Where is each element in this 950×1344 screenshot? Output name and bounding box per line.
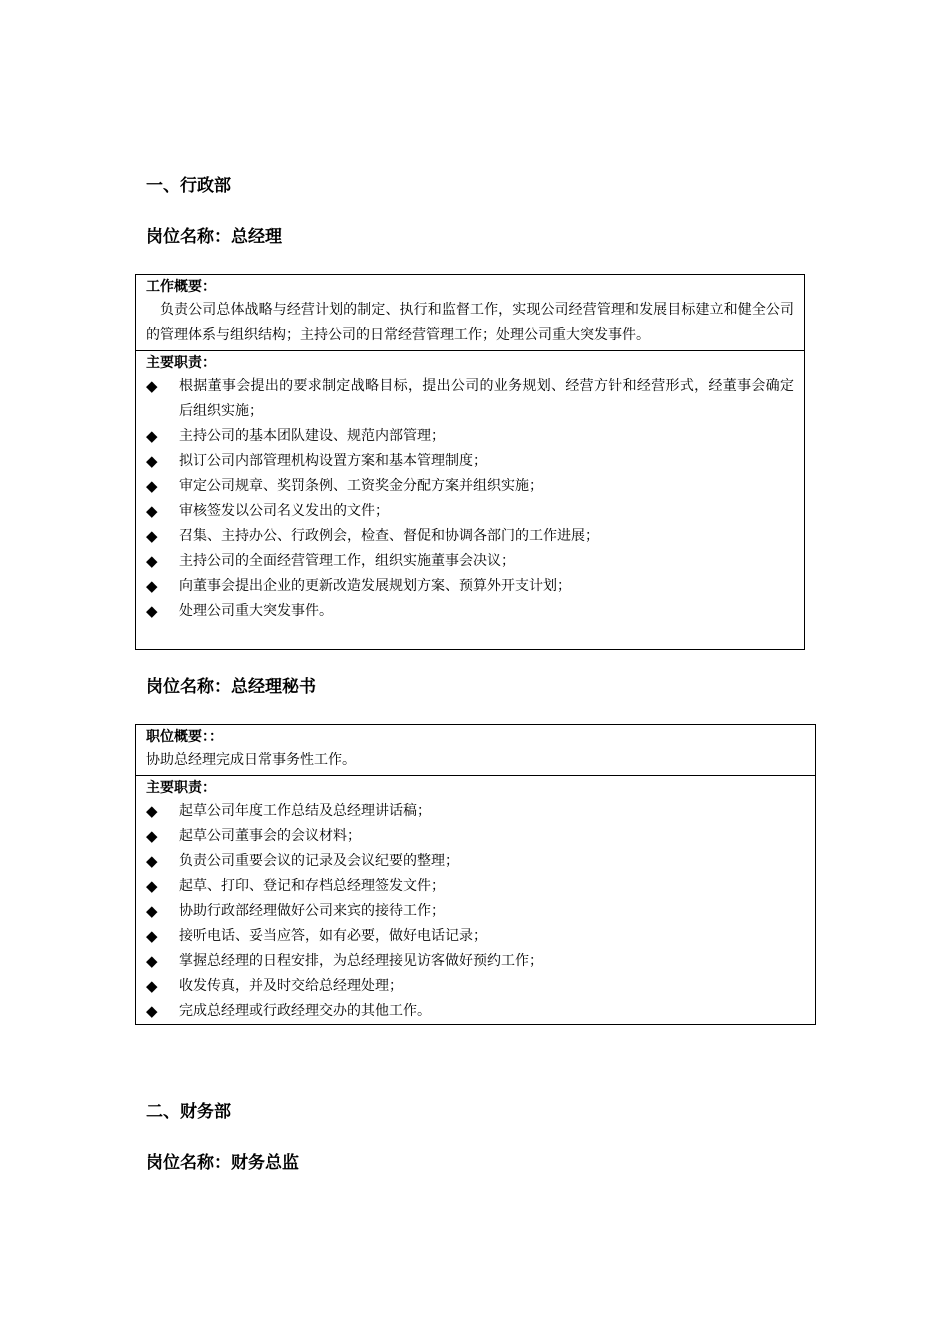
work-summary-section <box>136 275 804 350</box>
duty-item <box>146 449 794 474</box>
duty-text: 协助行政部经理做好公司来宾的接待工作； <box>179 903 445 919</box>
duty-text: 起草公司年度工作总结及总经理讲话稿； <box>179 803 431 819</box>
diamond-bullet-icon: ◆ <box>146 802 158 820</box>
diamond-bullet-icon: ◆ <box>146 827 158 845</box>
duty-item <box>146 974 805 999</box>
duty-text: 主持公司的全面经营管理工作，组织实施董事会决议； <box>179 553 515 569</box>
duties-list <box>146 374 794 624</box>
diamond-bullet-icon: ◆ <box>146 902 158 920</box>
duty-text: 负责公司重要会议的记录及会议纪要的整理； <box>179 853 459 869</box>
position-summary-text: 协助总经理完成日常事务性工作。 <box>146 752 356 768</box>
diamond-bullet-icon: ◆ <box>146 577 158 595</box>
duty-text: 审核签发以公司名义发出的文件； <box>179 503 389 519</box>
duty-item <box>146 799 805 824</box>
duty-item <box>146 924 805 949</box>
diamond-bullet-icon: ◆ <box>146 552 158 570</box>
duty-text: 起草公司董事会的会议材料； <box>179 828 361 844</box>
diamond-bullet-icon: ◆ <box>146 952 158 970</box>
duty-item <box>146 524 794 549</box>
duty-item <box>146 949 805 974</box>
duty-item <box>146 499 794 524</box>
duty-text: 起草、打印、登记和存档总经理签发文件； <box>179 878 445 894</box>
duty-item <box>146 424 794 449</box>
duty-item <box>146 874 805 899</box>
diamond-bullet-icon: ◆ <box>146 477 158 495</box>
duties-list <box>146 799 805 1024</box>
duty-item <box>146 999 805 1024</box>
job-title-gm-secretary: 岗位名称：总经理秘书 <box>146 677 316 697</box>
duty-item <box>146 849 805 874</box>
duty-item <box>146 599 794 624</box>
general-manager-job-box <box>135 274 805 650</box>
department-heading-finance: 二、财务部 <box>146 1102 231 1122</box>
duty-item <box>146 549 794 574</box>
main-duties-label: 主要职责： <box>146 780 216 796</box>
duty-item <box>146 474 794 499</box>
duty-item <box>146 574 794 599</box>
gm-secretary-job-box <box>135 724 816 1025</box>
duty-text: 完成总经理或行政经理交办的其他工作。 <box>179 1003 431 1019</box>
diamond-bullet-icon: ◆ <box>146 452 158 470</box>
job-title-cfo: 岗位名称：财务总监 <box>146 1153 299 1173</box>
diamond-bullet-icon: ◆ <box>146 502 158 520</box>
work-summary-label: 工作概要： <box>146 279 216 295</box>
diamond-bullet-icon: ◆ <box>146 602 158 620</box>
duty-text: 处理公司重大突发事件。 <box>179 603 333 619</box>
duty-item <box>146 899 805 924</box>
position-summary-section <box>136 725 815 775</box>
duty-text: 审定公司规章、奖罚条例、工资奖金分配方案并组织实施； <box>179 478 543 494</box>
position-summary-label: 职位概要：： <box>146 729 223 745</box>
job-title-general-manager: 岗位名称：总经理 <box>146 227 282 247</box>
duty-text: 收发传真，并及时交给总经理处理； <box>179 978 403 994</box>
duty-text: 拟订公司内部管理机构设置方案和基本管理制度； <box>179 453 487 469</box>
duty-text: 召集、主持办公、行政例会，检查、督促和协调各部门的工作进展； <box>179 528 599 544</box>
diamond-bullet-icon: ◆ <box>146 877 158 895</box>
duty-text: 根据董事会提出的要求制定战略目标，提出公司的业务规划、经营方针和经营形式，经董事会确定后组织实施； <box>179 378 794 419</box>
duty-item <box>146 824 805 849</box>
duty-text: 接听电话、妥当应答，如有必要，做好电话记录； <box>179 928 487 944</box>
work-summary-text: 负责公司总体战略与经营计划的制定、执行和监督工作，实现公司经营管理和发展目标建立和健全公司的管理体系与组织结构；主持公司的日常经营管理工作；处理公司重大突发事件。 <box>146 302 794 343</box>
diamond-bullet-icon: ◆ <box>146 377 158 395</box>
main-duties-section <box>136 775 815 1026</box>
department-heading-admin: 一、行政部 <box>146 176 231 196</box>
duty-text: 掌握总经理的日程安排，为总经理接见访客做好预约工作； <box>179 953 543 969</box>
diamond-bullet-icon: ◆ <box>146 977 158 995</box>
diamond-bullet-icon: ◆ <box>146 852 158 870</box>
diamond-bullet-icon: ◆ <box>146 527 158 545</box>
main-duties-section <box>136 350 804 626</box>
duty-text: 主持公司的基本团队建设、规范内部管理； <box>179 428 445 444</box>
main-duties-label: 主要职责： <box>146 355 216 371</box>
duty-text: 向董事会提出企业的更新改造发展规划方案、预算外开支计划； <box>179 578 571 594</box>
diamond-bullet-icon: ◆ <box>146 1002 158 1020</box>
duty-item <box>146 374 794 424</box>
diamond-bullet-icon: ◆ <box>146 427 158 445</box>
diamond-bullet-icon: ◆ <box>146 927 158 945</box>
